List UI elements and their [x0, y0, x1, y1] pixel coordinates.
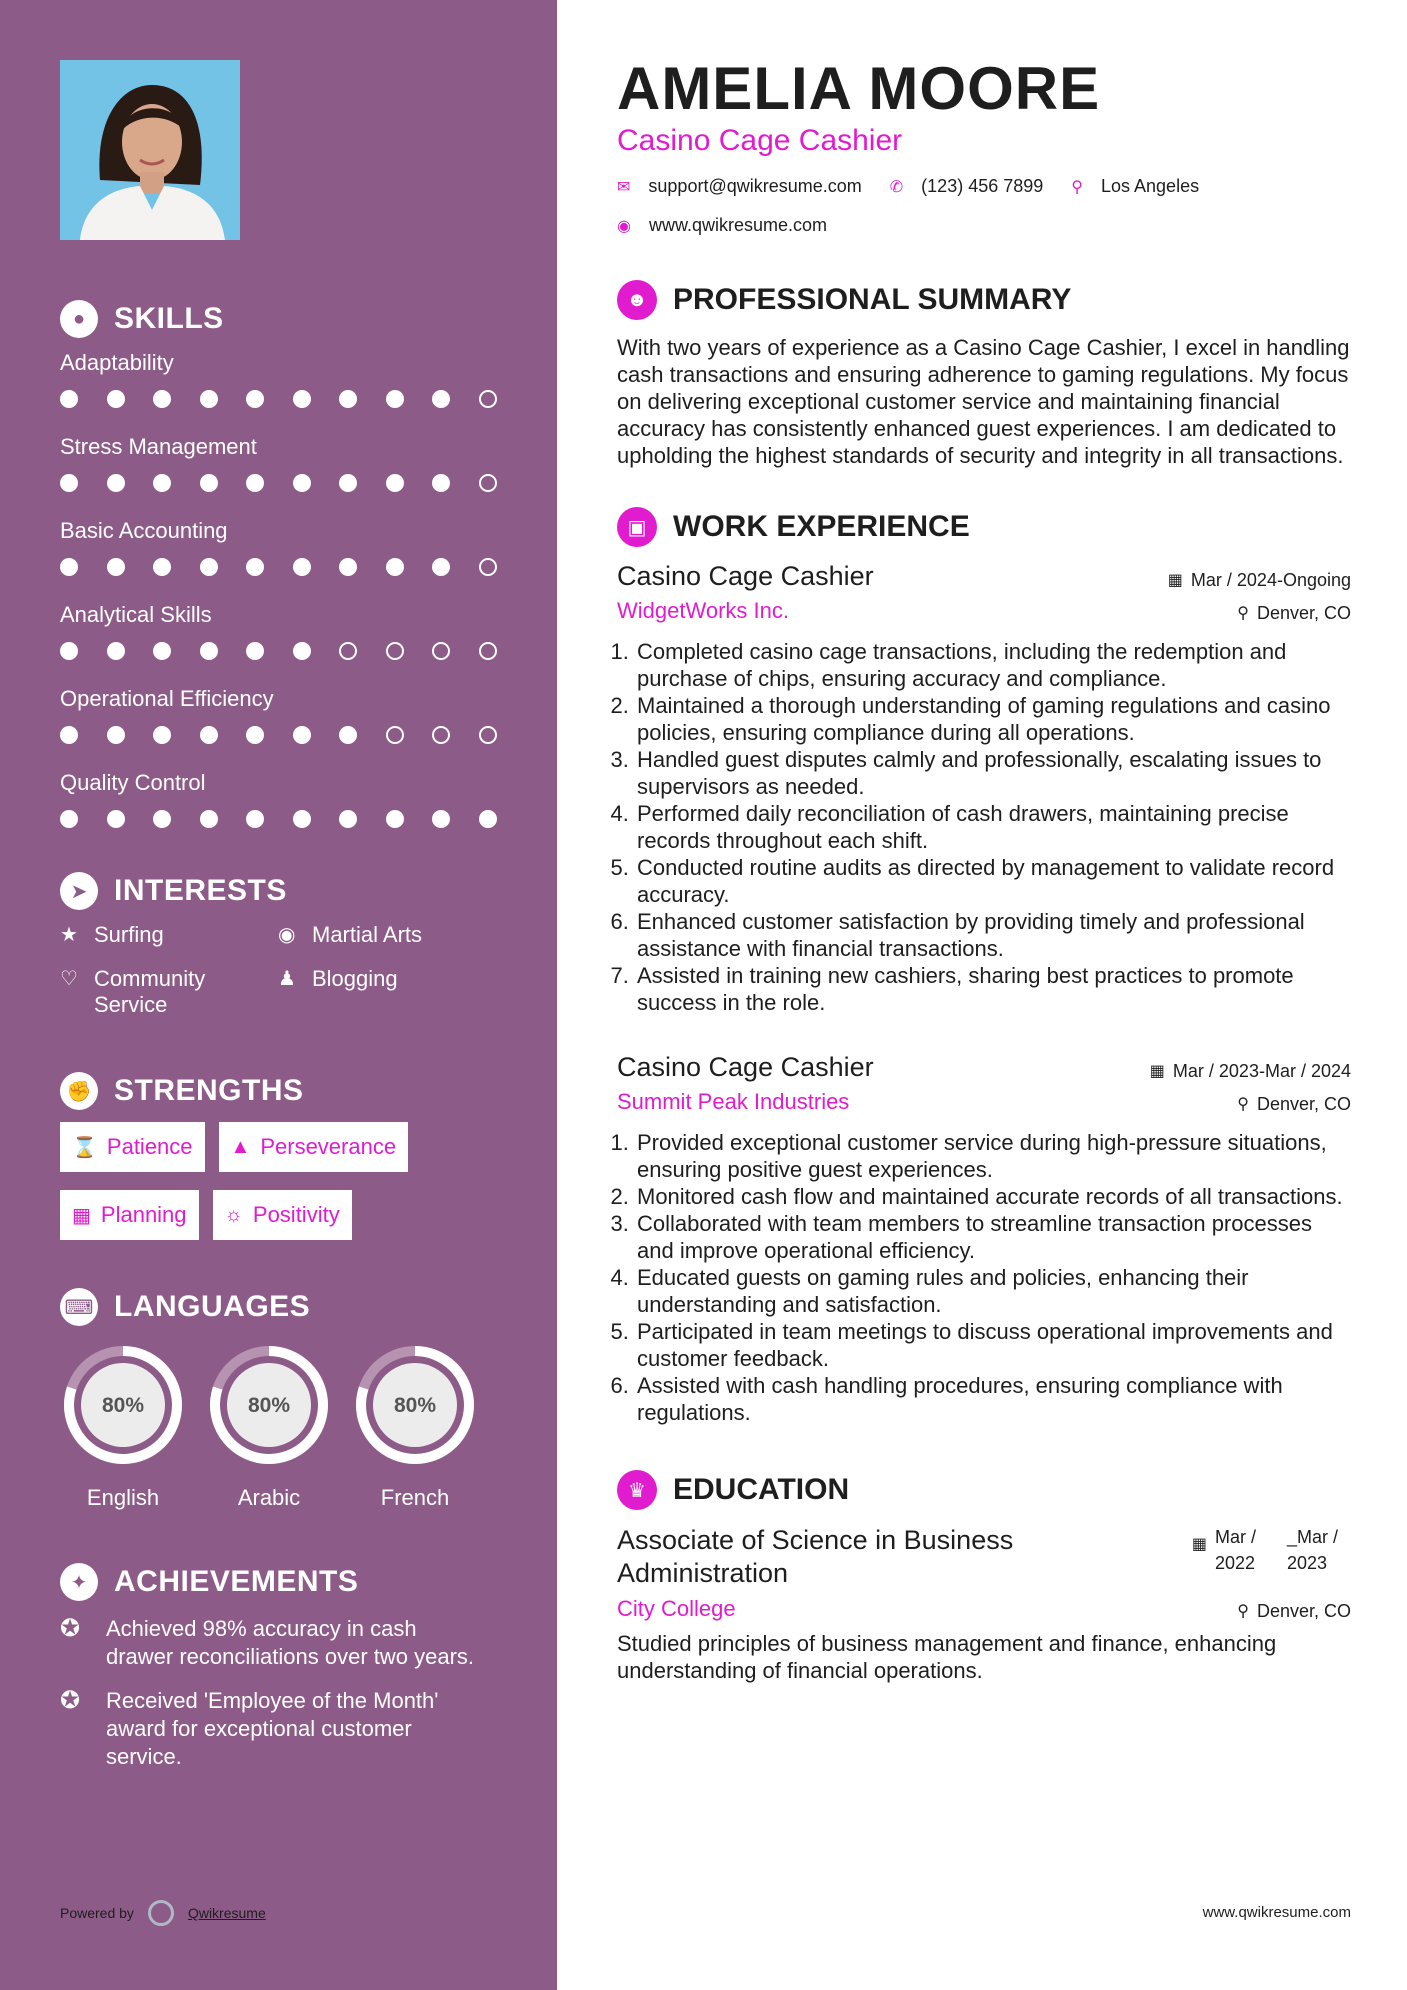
- job-bullet: 3. Collaborated with team members to streamline transaction processes and improve operational efficiency.: [635, 1210, 1351, 1264]
- job-bullet: 6. Enhanced customer satisfaction by providing timely and professional assistance with financial transactions.: [635, 908, 1351, 962]
- strengths-title: STRENGTHS: [114, 1074, 304, 1107]
- skills-title: SKILLS: [114, 302, 224, 335]
- skill-dot: [386, 474, 404, 492]
- company-name: WidgetWorks Inc.: [617, 598, 789, 623]
- skill-dot: [293, 810, 311, 828]
- summary-text: With two years of experience as a Casino Cage Cashier, I excel in handling cash transactions and ensuring adherence to gaming regulations. My focus on delivering exceptional customer service and maintaining financial accuracy has consistently enhanced guest experiences. I am dedicated to upholding the highest standards of security and integrity in all transactions.: [617, 335, 1350, 468]
- skill-dot: [432, 474, 450, 492]
- medal-star-icon: ✦: [60, 1563, 98, 1601]
- skill-dot: [246, 474, 264, 492]
- degree-title: Associate of Science in Business Administration: [617, 1525, 1014, 1588]
- skill-dot: [153, 390, 171, 408]
- contact-email[interactable]: ✉ support@qwikresume.com: [617, 176, 862, 196]
- users-icon: ♟: [278, 968, 296, 990]
- language-percent: 80%: [247, 1394, 291, 1417]
- contact-location: ⚲ Los Angeles: [1071, 176, 1200, 196]
- education-title: EDUCATION: [673, 1473, 850, 1506]
- job-bullet: 4. Performed daily reconciliation of cash drawers, maintaining precise records throughout each shift.: [635, 800, 1351, 854]
- pin-icon: ⚲: [1237, 605, 1249, 622]
- job-bullet: 6. Assisted with cash handling procedures, ensuring compliance with regulations.: [635, 1372, 1351, 1426]
- skill-dot: [246, 726, 264, 744]
- skill-dot: [107, 558, 125, 576]
- education-text: Studied principles of business management and finance, enhancing understanding of financial operations.: [617, 1631, 1277, 1683]
- powered-by: Powered by Qwikresume: [60, 1900, 266, 1926]
- map-pin-icon: ⚲: [1071, 178, 1083, 196]
- skill-dot: [60, 726, 78, 744]
- skill-name: Analytical Skills: [60, 602, 212, 627]
- pin-icon: ⚲: [1237, 1096, 1249, 1113]
- sidebar: [0, 0, 557, 1990]
- job-bullet: 1. Provided exceptional customer service during high-pressure situations, ensuring positive guest experiences.: [635, 1129, 1351, 1183]
- pin-icon: ⚲: [1237, 1603, 1249, 1620]
- globe-icon: ◉: [617, 217, 631, 235]
- hand-icon: ♡: [60, 968, 78, 990]
- fist-icon: ✊: [60, 1072, 98, 1110]
- skill-dot: [246, 390, 264, 408]
- languages-list: [60, 1344, 557, 1511]
- briefcase-icon: ▣: [617, 507, 657, 547]
- skill-name: Stress Management: [60, 434, 257, 459]
- job-dates: ▦ Mar / 2023-Mar / 2024: [1149, 1060, 1351, 1081]
- shooting-star-icon: ✪: [60, 1615, 81, 1642]
- candidate-role: Casino Cage Cashier: [617, 124, 903, 157]
- job-bullet: 1. Completed casino cage transactions, including the redemption and purchase of chips, ensuring accuracy and compliance.: [635, 638, 1351, 692]
- summary-section: [617, 280, 1351, 469]
- contact-info: [617, 176, 1377, 254]
- skill-dot: [479, 642, 497, 660]
- envelope-icon: ✉: [617, 178, 631, 196]
- skill-dot: [386, 390, 404, 408]
- skill-dot: [153, 642, 171, 660]
- skill-dot: [293, 474, 311, 492]
- skill-dot: [432, 558, 450, 576]
- company-name: Summit Peak Industries: [617, 1089, 850, 1114]
- skill-dot: [200, 642, 218, 660]
- skill-dot: [293, 726, 311, 744]
- achievements-section: [60, 1563, 557, 1771]
- skill-dot: [339, 726, 357, 744]
- job-entry: [617, 561, 1351, 1016]
- footer-url[interactable]: www.qwikresume.com: [1202, 1904, 1351, 1921]
- skill-dot: [432, 390, 450, 408]
- language-icon: ⌨: [60, 1288, 98, 1326]
- main-content: [557, 0, 1407, 1990]
- skill-rating: [60, 726, 557, 744]
- strength-tag: ▦ Planning: [60, 1190, 199, 1240]
- skill-dot: [246, 642, 264, 660]
- achievement-item: ✪ Received 'Employee of the Month' award for exceptional customer service.: [60, 1687, 439, 1769]
- job-bullets: [617, 1129, 1351, 1426]
- interests-list: [60, 922, 557, 1018]
- skill-name: Operational Efficiency: [60, 686, 274, 711]
- job-location: ⚲ Denver, CO: [1237, 1093, 1351, 1114]
- skill-dot: [107, 390, 125, 408]
- skill-dot: [386, 642, 404, 660]
- skill-dot: [153, 810, 171, 828]
- interests-section: [60, 872, 557, 1018]
- interest-item: ★ Surfing: [60, 922, 164, 947]
- skill-dot: [293, 558, 311, 576]
- skill-dot: [107, 810, 125, 828]
- job-bullet: 5. Conducted routine audits as directed by management to validate record accuracy.: [635, 854, 1351, 908]
- hourglass-icon: ⌛: [72, 1136, 97, 1159]
- languages-title: LANGUAGES: [114, 1290, 311, 1323]
- skill-dot: [479, 810, 497, 828]
- interests-title: INTERESTS: [114, 874, 287, 907]
- job-bullet: 7. Assisted in training new cashiers, sharing best practices to promote success in the role.: [635, 962, 1351, 1016]
- skill-dot: [60, 810, 78, 828]
- skill-rating: [60, 642, 557, 660]
- skill-dot: [432, 726, 450, 744]
- skill-name: Adaptability: [60, 350, 174, 375]
- job-bullet: 2. Monitored cash flow and maintained accurate records of all transactions.: [635, 1183, 1351, 1210]
- skill-dot: [479, 558, 497, 576]
- skill-dot: [200, 810, 218, 828]
- qwikresume-link[interactable]: Qwikresume: [187, 1905, 266, 1921]
- interest-item: ♟ Blogging: [278, 966, 398, 991]
- calendar-icon: ▦: [72, 1204, 91, 1227]
- job-title: Casino Cage Cashier: [617, 1052, 874, 1082]
- education-section: [617, 1470, 1351, 1684]
- education-dates: ▦ Mar / 2022 _Mar / 2023: [1191, 1527, 1339, 1573]
- skill-dot: [386, 810, 404, 828]
- sun-icon: ☼: [224, 1203, 243, 1226]
- job-bullet: 3. Handled guest disputes calmly and professionally, escalating issues to supervisors as needed.: [635, 746, 1351, 800]
- skills-list: [60, 350, 557, 828]
- skill-name: Basic Accounting: [60, 518, 228, 543]
- contact-website[interactable]: ◉ www.qwikresume.com: [617, 215, 828, 235]
- language-item: [60, 1344, 186, 1511]
- skill-dot: [107, 642, 125, 660]
- skill-dot: [200, 726, 218, 744]
- experience-title: WORK EXPERIENCE: [673, 510, 970, 543]
- strength-tag: ▲ Perseverance: [219, 1122, 409, 1172]
- strength-tag: ☼ Positivity: [213, 1190, 352, 1240]
- jobs-list: [617, 561, 1351, 1426]
- skill-dot: [386, 558, 404, 576]
- skills-section: [60, 300, 557, 828]
- skill-dot: [107, 474, 125, 492]
- achievements-title: ACHIEVEMENTS: [114, 1565, 359, 1598]
- mountain-icon: ▲: [230, 1135, 251, 1158]
- skill-dot: [60, 642, 78, 660]
- skill-dot: [432, 642, 450, 660]
- shooting-star-icon: ✪: [60, 1687, 81, 1714]
- interest-item: ◉ Martial Arts: [278, 922, 423, 947]
- profile-photo: [60, 60, 240, 240]
- skill-dot: [479, 726, 497, 744]
- calendar-icon: ▦: [1191, 1536, 1207, 1553]
- skill-rating: [60, 558, 557, 576]
- contact-phone[interactable]: ✆ (123) 456 7899: [889, 176, 1044, 196]
- strengths-list: [60, 1122, 520, 1258]
- qwikresume-logo-icon: [148, 1900, 174, 1926]
- skill-dot: [293, 390, 311, 408]
- summary-title: PROFESSIONAL SUMMARY: [673, 283, 1072, 316]
- skill-dot: [200, 474, 218, 492]
- skill-dot: [339, 390, 357, 408]
- language-percent: 80%: [393, 1394, 437, 1417]
- job-title: Casino Cage Cashier: [617, 561, 874, 591]
- skill-rating: [60, 810, 557, 828]
- calendar-icon: ▦: [1167, 572, 1183, 589]
- skill-dot: [246, 558, 264, 576]
- school-location: ⚲ Denver, CO: [1237, 1600, 1351, 1621]
- school-name: City College: [617, 1596, 736, 1621]
- skill-dot: [153, 558, 171, 576]
- calendar-icon: ▦: [1149, 1063, 1165, 1080]
- language-item: [352, 1344, 478, 1511]
- experience-section: [617, 507, 1351, 1426]
- skill-dot: [386, 726, 404, 744]
- graduation-icon: ♛: [617, 1470, 657, 1510]
- job-bullet: 4. Educated guests on gaming rules and policies, enhancing their understanding and satisfaction.: [635, 1264, 1351, 1318]
- language-name: French: [380, 1485, 450, 1510]
- languages-section: [60, 1288, 557, 1511]
- achievement-item: ✪ Achieved 98% accuracy in cash drawer reconciliations over two years.: [60, 1615, 475, 1669]
- job-entry: [617, 1052, 1351, 1426]
- skill-dot: [153, 726, 171, 744]
- skill-dot: [479, 390, 497, 408]
- language-name: Arabic: [237, 1485, 301, 1510]
- job-location: ⚲ Denver, CO: [1237, 602, 1351, 623]
- skill-dot: [339, 558, 357, 576]
- paper-plane-icon: ➤: [60, 872, 98, 910]
- job-bullets: [617, 638, 1351, 1016]
- skill-dot: [200, 558, 218, 576]
- lightbulb-icon: ●: [60, 300, 98, 338]
- skill-dot: [293, 642, 311, 660]
- skill-dot: [339, 642, 357, 660]
- skill-dot: [479, 474, 497, 492]
- language-name: English: [86, 1485, 160, 1510]
- phone-icon: ✆: [889, 178, 904, 196]
- skill-dot: [60, 558, 78, 576]
- strength-tag: ⌛ Patience: [60, 1122, 205, 1172]
- job-bullet: 5. Participated in team meetings to discuss operational improvements and customer feedback.: [635, 1318, 1351, 1372]
- skill-name: Quality Control: [60, 770, 206, 795]
- language-percent: 80%: [101, 1394, 145, 1417]
- skill-dot: [339, 810, 357, 828]
- language-item: [206, 1344, 332, 1511]
- skill-dot: [153, 474, 171, 492]
- strengths-section: [60, 1072, 557, 1258]
- skill-rating: [60, 474, 557, 492]
- skill-dot: [107, 726, 125, 744]
- skill-dot: [339, 474, 357, 492]
- globe-icon: ◉: [278, 924, 296, 946]
- candidate-name: AMELIA MOORE: [617, 55, 1101, 122]
- user-icon: ☻: [617, 280, 657, 320]
- skill-dot: [200, 390, 218, 408]
- skill-dot: [60, 390, 78, 408]
- job-bullet: 2. Maintained a thorough understanding of gaming regulations and casino policies, ensuring compliance during all operations.: [635, 692, 1351, 746]
- skill-dot: [60, 474, 78, 492]
- skill-dot: [246, 810, 264, 828]
- star-icon: ★: [60, 924, 78, 946]
- language-ring: [62, 1344, 184, 1466]
- skill-rating: [60, 390, 557, 408]
- language-ring: [354, 1344, 476, 1466]
- language-ring: [208, 1344, 330, 1466]
- skill-dot: [432, 810, 450, 828]
- interest-item: ♡ Community Service: [60, 966, 206, 1017]
- job-dates: ▦ Mar / 2024-Ongoing: [1167, 569, 1351, 590]
